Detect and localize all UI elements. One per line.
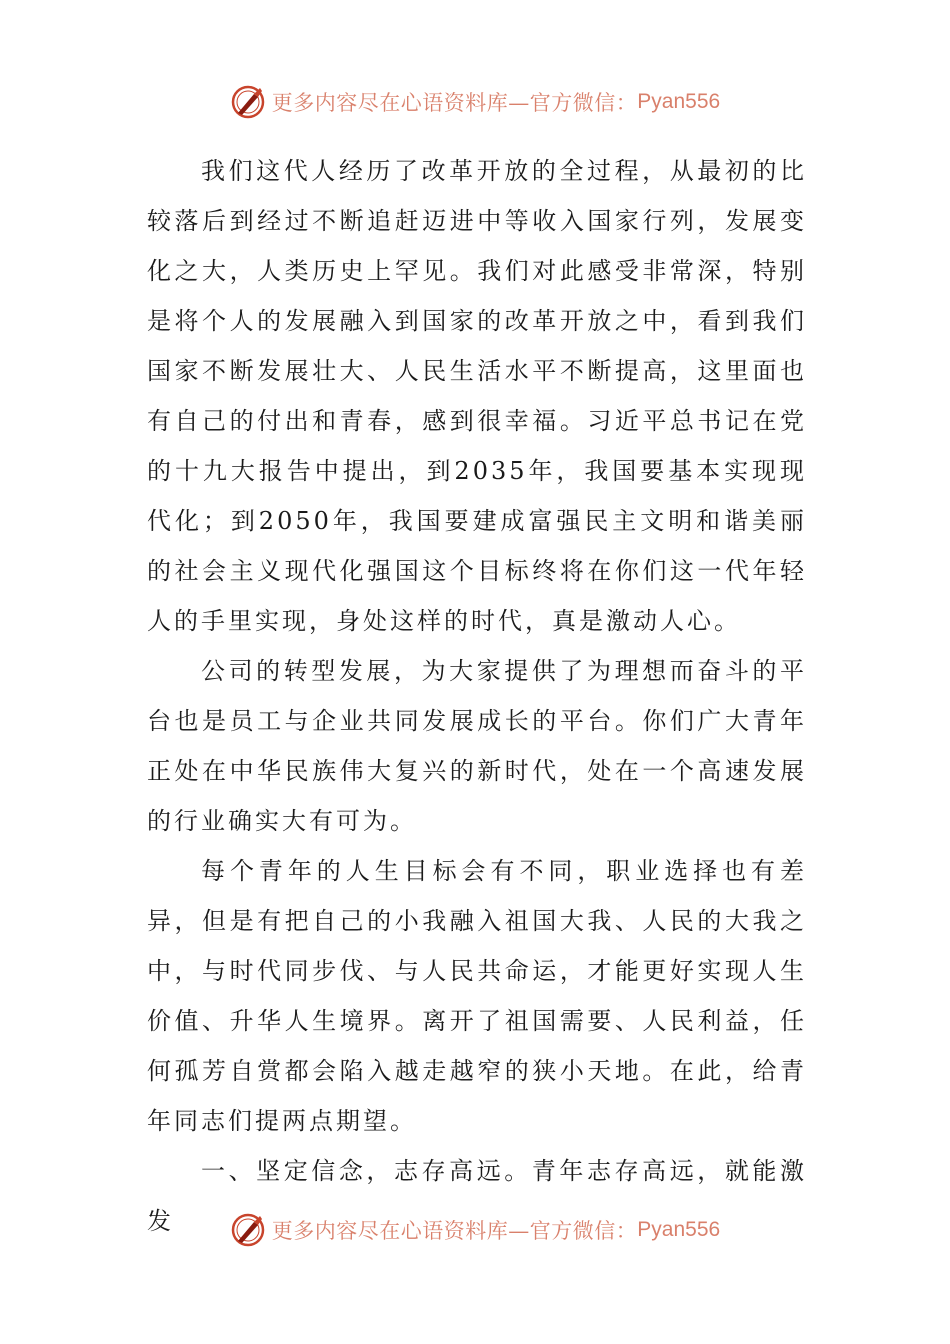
wechat-id: Pyan556 [637, 1218, 721, 1241]
pen-logo-icon [230, 84, 266, 120]
paragraph: 每个青年的人生目标会有不同，职业选择也有差异，但是有把自己的小我融入祖国大我、人民的大我之中，与时代同步伐、与人民共命运，才能更好实现人生价值、升华人生境界。离开了祖国需要、人民利益，任何孤芳自赏都会陷入越走越窄的狭小天地。在此，给青年同志们提两点期望。 [147, 857, 807, 1135]
pen-logo-icon [230, 1212, 266, 1248]
document-body [147, 146, 807, 1246]
paragraph: 公司的转型发展，为大家提供了为理想而奋斗的平台也是员工与企业共同发展成长的平台。你们广大青年正处在中华民族伟大复兴的新时代，处在一个高速发展的行业确实大有可为。 [147, 657, 807, 835]
banner-text: 更多内容尽在心语资料库—官方微信： [271, 91, 638, 115]
wechat-id: Pyan556 [637, 90, 721, 113]
paragraph: 我们这代人经历了改革开放的全过程，从最初的比较落后到经过不断追赶迈进中等收入国家行列，发展变化之大，人类历史上罕见。我们对此感受非常深，特别是将个人的发展融入到国家的改革开放之中，看到我们国家不断发展壮大、人民生活水平不断提高，这里面也有自己的付出和青春，感到很幸福。习近平总书记在党的十九大报告中提出，到2035年，我国要基本实现现代化；到2050年，我国要建成富强民主文明和谐美丽的社会主义现代化强国这个目标终将在你们这一代年轻人的手里实现，身处这样的时代，真是激动人心。 [147, 157, 807, 635]
footer-banner [0, 1208, 950, 1252]
banner-text: 更多内容尽在心语资料库—官方微信： [271, 1219, 638, 1243]
header-banner [0, 80, 950, 124]
paragraph: 一、坚定信念，志存高远。青年志存高远，就能激发 [147, 1157, 807, 1235]
